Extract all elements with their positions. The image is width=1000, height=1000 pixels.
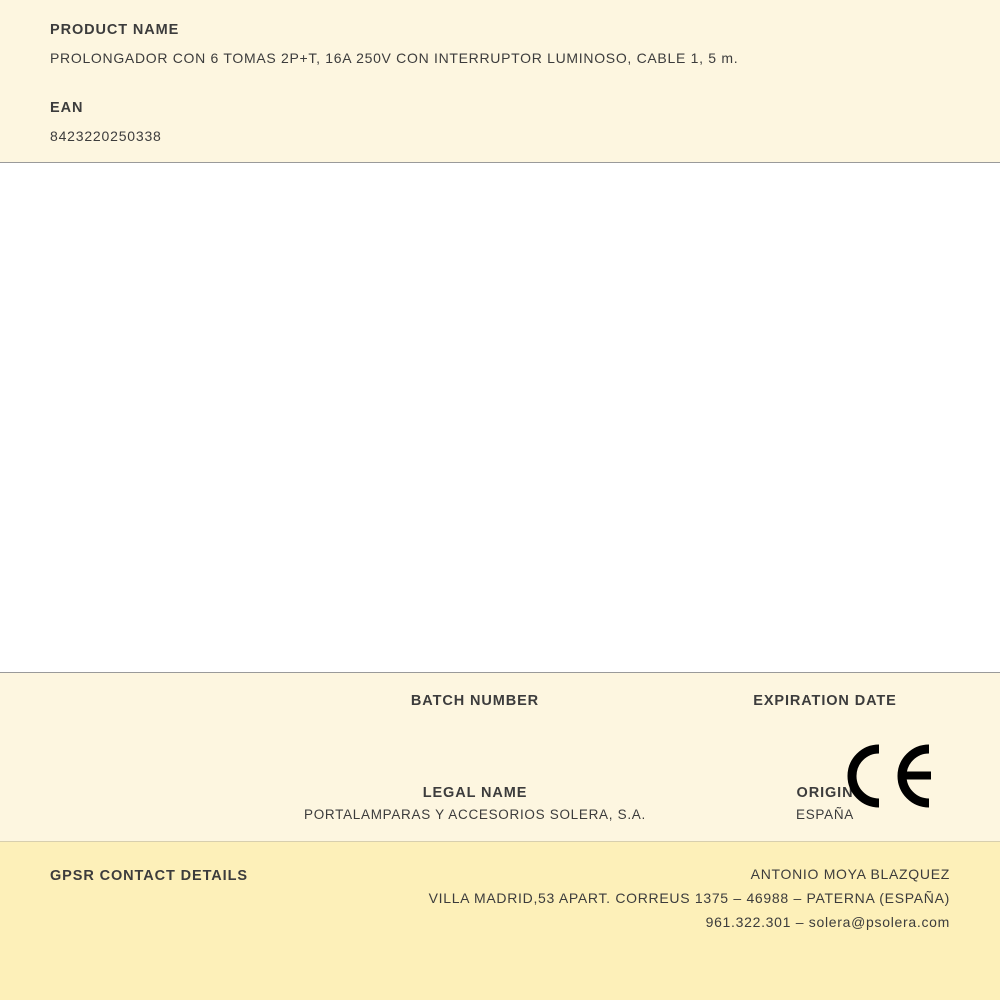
batch-expiration-row: [0, 693, 1000, 731]
gpsr-details: [248, 866, 950, 930]
batch-number-value: [300, 715, 650, 731]
product-name-field: [50, 22, 950, 66]
legal-name-field: [300, 785, 650, 823]
ean-field: [50, 100, 950, 144]
legal-name-value: PORTALAMPARAS Y ACCESORIOS SOLERA, S.A.: [304, 807, 646, 822]
expiration-date-value: [650, 715, 1000, 731]
spacer-col: [0, 693, 300, 731]
product-info-block: [0, 0, 1000, 163]
gpsr-contact: 961.322.301 – solera@psolera.com: [705, 914, 950, 930]
product-details-block: [0, 673, 1000, 842]
batch-number-label: BATCH NUMBER: [410, 693, 540, 709]
gpsr-person-name: ANTONIO MOYA BLAZQUEZ: [750, 866, 950, 882]
legal-name-label: LEGAL NAME: [422, 785, 528, 801]
product-name-label: PRODUCT NAME: [50, 22, 180, 38]
gpsr-address: VILLA MADRID,53 APART. CORREUS 1375 – 46988 – PATERNA (ESPAÑA): [428, 890, 950, 906]
ce-marking-icon: [843, 741, 938, 811]
spacer-col-2: [0, 785, 300, 823]
origin-value: ESPAÑA: [796, 807, 854, 822]
ean-label: EAN: [50, 100, 84, 116]
gpsr-block: [0, 842, 1000, 1000]
product-name-value: PROLONGADOR CON 6 TOMAS 2P+T, 16A 250V CON INTERRUPTOR LUMINOSO, CABLE 1, 5 m.: [50, 50, 739, 66]
origin-field: [650, 785, 1000, 823]
expiration-date-field: [650, 693, 1000, 731]
ean-value: 8423220250338: [50, 128, 162, 144]
expiration-date-label: EXPIRATION DATE: [753, 693, 897, 709]
origin-label: ORIGIN: [796, 785, 854, 801]
batch-number-field: [300, 693, 650, 731]
gpsr-label: GPSR CONTACT DETAILS: [50, 868, 248, 884]
product-image-area: [0, 163, 1000, 673]
